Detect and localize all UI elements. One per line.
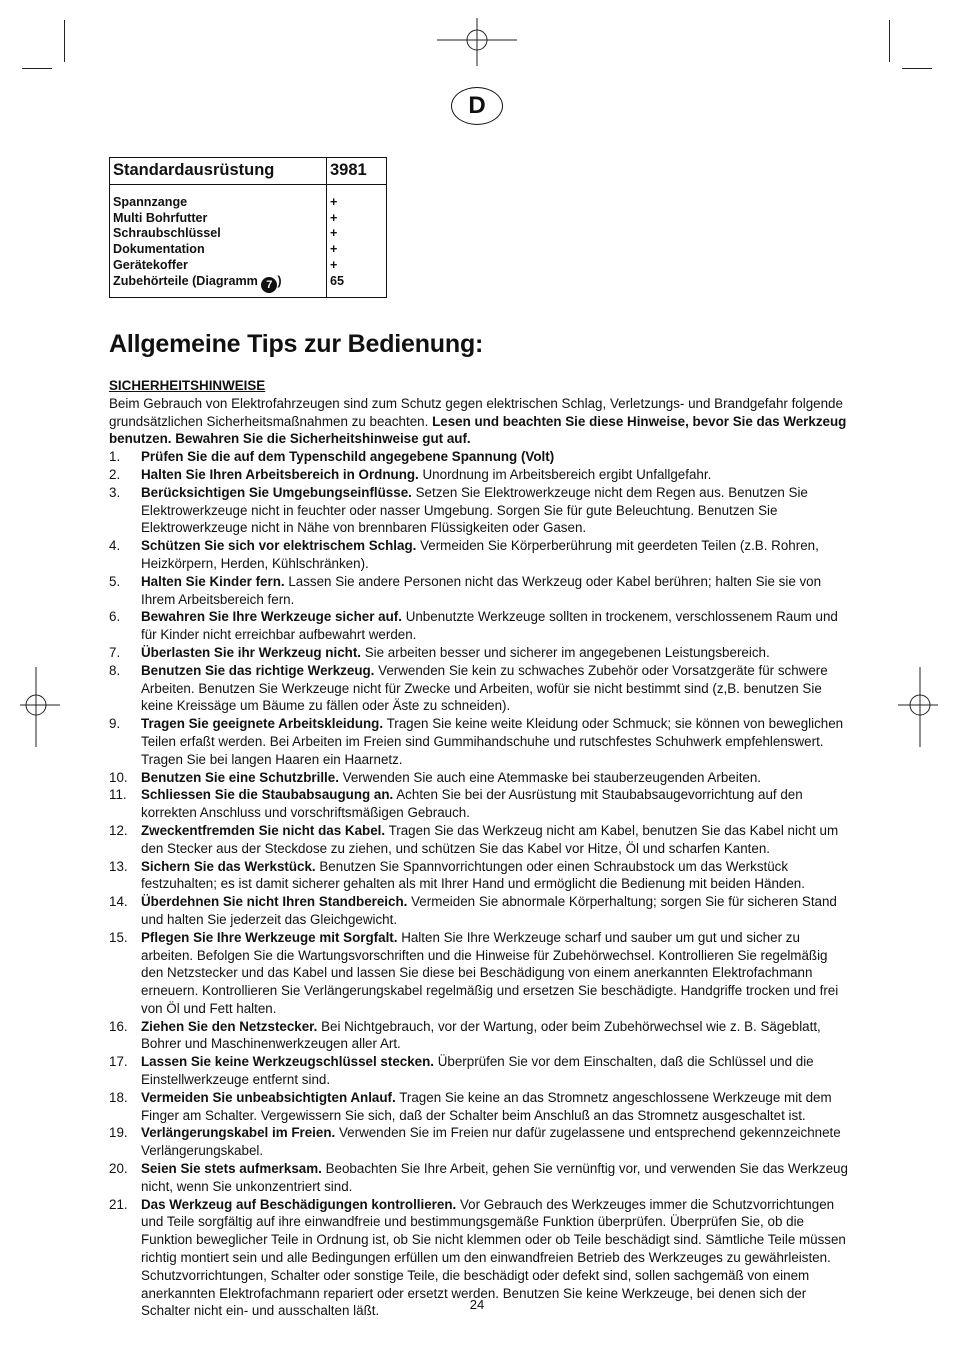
list-item-title: Sichern Sie das Werkstück. xyxy=(141,858,316,874)
list-item-text: Überprüfen Sie vor dem Einschalten, daß die Schlüssel und die Einstellwerkzeuge entfernt sind. xyxy=(141,1054,814,1088)
list-item xyxy=(109,484,851,537)
registration-mark-left-icon xyxy=(20,667,60,747)
list-item-text: Benutzen Sie Spannvorrichtungen oder einen Schraubstock um das Werkstück festzuhalten; es ist damit sicherer gehalten als mit Ihrer Hand und ermöglicht die Bedienung mit beiden Händen. xyxy=(141,858,805,892)
equipment-value: + xyxy=(330,226,338,241)
list-item-title: Verlängerungskabel im Freien. xyxy=(141,1125,336,1141)
list-item-title: Bewahren Sie Ihre Werkzeuge sicher auf. xyxy=(141,609,402,625)
crop-mark-top-right-vertical xyxy=(889,20,890,62)
list-item-number: 20. xyxy=(109,1161,128,1177)
list-item-title: Pflegen Sie Ihre Werkzeuge mit Sorgfalt. xyxy=(141,929,398,945)
equipment-item: Schraubschlüssel xyxy=(113,226,221,241)
list-item-number: 12. xyxy=(109,822,128,838)
list-item xyxy=(109,715,851,768)
list-item-title: Halten Sie Ihren Arbeitsbereich in Ordnung. xyxy=(141,466,419,482)
list-item-number: 10. xyxy=(109,769,128,785)
list-item-text: Achten Sie bei der Ausrüstung mit Staubabsaugevorrichtung auf den korrekten Anschluss und vorschriftsmäßigen Gebrauch. xyxy=(141,787,803,821)
list-item xyxy=(109,662,851,715)
list-item xyxy=(109,1124,851,1160)
equipment-values-cell xyxy=(327,185,387,298)
table-header-row xyxy=(110,158,387,185)
list-item-text: Verwenden Sie auch eine Atemmaske bei stauberzeugenden Arbeiten. xyxy=(338,769,762,785)
equipment-value: + xyxy=(330,257,338,272)
list-item xyxy=(109,786,851,822)
equipment-item: Dokumentation xyxy=(113,242,205,257)
list-item-title: Berücksichtigen Sie Umgebungseinflüsse. xyxy=(141,484,412,500)
list-item-text: Sie arbeiten besser und sicherer im angegebenen Leistungsbereich. xyxy=(361,644,770,660)
list-item-text: Halten Sie Ihre Werkzeuge scharf und sauber um gut und sicher zu arbeiten. Befolgen Sie die Wartungsvorschriften und die Hinweise für Zubehörwechsel. Kontrollieren Sie regelmäßig den Netzstecker und das Kabel und lassen Sie diese bei Beschädigung von einem anerkannten Elektrofachmann erneuern. Kontrollieren Sie Verlängerungskabel regelmäßig und ersetzen Sie beschädigte. Handgriffe trocken und frei von Öl und Fett halten. xyxy=(141,929,839,1016)
list-item xyxy=(109,822,851,858)
intro-text: Beim Gebrauch von Elektrofahrzeugen sind zum Schutz gegen elektrischen Schlag, Verletzungs- und Brandgefahr folgende grundsätzlichen Sicherheitsmaßnahmen zu beachten. xyxy=(109,395,843,429)
registration-mark-top-icon xyxy=(437,18,517,66)
list-item-text: Tragen Sie keine weite Kleidung oder Schmuck; sie können von beweglichen Teilen erfaßt werden. Bei Arbeiten im Freien sind Gummihandschuhe und rutschfestes Schuhwerk empfehlenswert. Tragen Sie bei langen Haaren ein Haarnetz. xyxy=(141,716,844,767)
list-item-number: 16. xyxy=(109,1018,128,1034)
intro-bold-text: Lesen und beachten Sie diese Hinweise, bevor Sie das Werkzeug benutzen. Bewahren Sie die Sicherheitshinweise gut auf. xyxy=(109,413,847,447)
list-item-number: 21. xyxy=(109,1196,128,1212)
list-item xyxy=(109,769,851,787)
list-item-number: 6. xyxy=(109,609,121,625)
list-item-number: 14. xyxy=(109,894,128,910)
list-item-title: Ziehen Sie den Netzstecker. xyxy=(141,1018,318,1034)
section-heading: SICHERHEITSHINWEISE xyxy=(109,378,266,393)
list-item-number: 1. xyxy=(109,449,121,465)
list-item xyxy=(109,1160,851,1196)
list-item-title: Prüfen Sie die auf dem Typenschild angegebene Spannung (Volt) xyxy=(141,449,555,465)
table-header-model: 3981 xyxy=(327,158,387,185)
list-item-title: Das Werkzeug auf Beschädigungen kontrollieren. xyxy=(141,1196,457,1212)
list-item-text: Unordnung im Arbeitsbereich ergibt Unfallgefahr. xyxy=(418,466,712,482)
list-item-text: Tragen Sie das Werkzeug nicht am Kabel, benutzen Sie das Kabel nicht um den Stecker aus der Steckdose zu ziehen, und schützen Sie das Kabel vor Hitze, Öl und scharfen Kanten. xyxy=(141,822,839,856)
list-item-number: 9. xyxy=(109,716,121,732)
list-item-number: 15. xyxy=(109,929,128,945)
safety-rules-list xyxy=(109,448,851,1320)
equipment-item: Gerätekoffer xyxy=(113,257,188,272)
language-badge: D xyxy=(451,87,503,125)
list-item-number: 19. xyxy=(109,1125,128,1141)
list-item-number: 4. xyxy=(109,538,121,554)
list-item-title: Halten Sie Kinder fern. xyxy=(141,573,285,589)
list-item-title: Lassen Sie keine Werkzeugschlüssel stecken. xyxy=(141,1054,435,1070)
list-item-title: Zweckentfremden Sie nicht das Kabel. xyxy=(141,822,386,838)
crop-mark-top-left-vertical xyxy=(64,20,65,62)
crop-mark-top-right-horizontal xyxy=(902,68,932,69)
equipment-item-label: Zubehörteile (Diagramm xyxy=(113,273,258,288)
equipment-item: Multi Bohrfutter xyxy=(113,210,208,225)
list-item-number: 11. xyxy=(109,787,127,803)
list-item-number: 2. xyxy=(109,466,121,482)
table-header-label: Standardausrüstung xyxy=(110,158,327,185)
list-item-number: 18. xyxy=(109,1089,128,1105)
list-item xyxy=(109,1018,851,1054)
list-item-text: Setzen Sie Elektrowerkzeuge nicht dem Regen aus. Benutzen Sie Elektrowerkzeuge nicht in feuchter oder nasser Umgebung. Sorgen Sie für gute Beleuchtung. Benutzen Sie Elektrowerkzeuge nicht in Nähe von brennbaren Flüssigkeiten oder Gasen. xyxy=(141,484,808,536)
crop-mark-top-left-horizontal xyxy=(22,68,52,69)
list-item xyxy=(109,644,851,662)
list-item-title: Überdehnen Sie nicht Ihren Standbereich. xyxy=(141,894,408,910)
list-item xyxy=(109,893,851,929)
list-item-number: 13. xyxy=(109,858,128,874)
equipment-item-accessories xyxy=(113,274,323,293)
list-item-title: Benutzen Sie das richtige Werkzeug. xyxy=(141,662,375,678)
list-item-title: Überlasten Sie ihr Werkzeug nicht. xyxy=(141,644,362,660)
list-item-title: Schützen Sie sich vor elektrischem Schlag. xyxy=(141,538,417,554)
list-item-number: 3. xyxy=(109,484,121,500)
list-item-text: Lassen Sie andere Personen nicht das Werkzeug oder Kabel berühren; halten Sie sie von Ihrem Arbeitsbereich fern. xyxy=(141,573,822,607)
equipment-items-cell xyxy=(110,185,327,298)
registration-mark-right-icon xyxy=(898,667,938,747)
list-item-text: Verwenden Sie kein zu schwaches Zubehör oder Vorsatzgeräte für schwere Arbeiten. Benutzen Sie Werkzeuge nicht für Zwecke und Arbeiten, wofür sie nicht bestimmt sind (z,B. benutzen Sie keine Kreissäge um Bäume zu fällen oder Äste zu schneiden). xyxy=(141,662,828,714)
list-item-text: Vor Gebrauch des Werkzeuges immer die Schutzvorrichtungen und Teile sorgfältig auf ihre einwandfreie und bestimmungsgemäße Funktion überprüfen. Überprüfen Sie, ob die Funktion beweglicher Teile in Ordnung ist, ob Sie nicht klemmen oder ob Teile beschädigt sind. Sämtliche Teile müssen richtig montiert sein und alle Bedingungen erfüllen um den einwandfreien Betrieb des Werkzeuges zu gewährleisten. Schutzvorrichtungen, Schalter oder sonstige Teile, die beschädigt oder defekt sind, sollen sachgemäß von einem anerkannten Elektrofachmann repariert oder ersetzt werden. Benutzen Sie keine Werkzeuge, bei denen sich der Schalter nicht ein- und ausschalten läßt. xyxy=(141,1196,846,1319)
list-item xyxy=(109,466,851,484)
diagram-number-badge: 7 xyxy=(261,277,277,293)
list-item xyxy=(109,573,851,609)
equipment-value: + xyxy=(330,242,338,257)
page-number: 24 xyxy=(469,1297,485,1312)
safety-section xyxy=(109,377,851,1320)
equipment-value: + xyxy=(330,210,338,225)
equipment-value: 65 xyxy=(330,273,345,288)
list-item-number: 17. xyxy=(109,1054,128,1070)
list-item-number: 5. xyxy=(109,573,121,589)
equipment-value: + xyxy=(330,195,338,209)
list-item-title: Vermeiden Sie unbeabsichtigten Anlauf. xyxy=(141,1089,396,1105)
list-item-text: Beobachten Sie Ihre Arbeit, gehen Sie vernünftig vor, und verwenden Sie das Werkzeug nicht, wenn Sie unkonzentriert sind. xyxy=(141,1161,848,1194)
list-item-text: Unbenutzte Werkzeuge sollten in trockenem, verschlossenem Raum und für Kinder nicht erreichbar aufbewahrt werden. xyxy=(141,609,838,643)
list-item xyxy=(109,1089,851,1125)
list-item-number: 8. xyxy=(109,662,121,678)
list-item xyxy=(109,858,851,894)
list-item-title: Schliessen Sie die Staubabsaugung an. xyxy=(141,787,394,803)
list-item-text: Vermeiden Sie abnormale Körperhaltung; sorgen Sie für sicheren Stand und halten Sie jederzeit das Gleichgewicht. xyxy=(141,894,837,927)
list-item xyxy=(109,448,851,466)
equipment-item: Spannzange xyxy=(113,195,188,209)
list-item xyxy=(109,929,851,1018)
list-item xyxy=(109,608,851,644)
list-item-text: Bei Nichtgebrauch, vor der Wartung, oder beim Zubehörwechsel wie z. B. Sägeblatt, Bohrer und Maschinenwerkzeugen aller Art. xyxy=(141,1018,821,1052)
list-item-number: 7. xyxy=(109,644,121,660)
intro-paragraph xyxy=(109,395,851,448)
diagram-close-paren: ) xyxy=(277,273,282,288)
list-item-title: Tragen Sie geeignete Arbeitskleidung. xyxy=(141,716,384,732)
list-item xyxy=(109,537,851,573)
table-body-row xyxy=(110,185,387,298)
list-item xyxy=(109,1053,851,1089)
list-item-title: Benutzen Sie eine Schutzbrille. xyxy=(141,769,339,785)
list-item-title: Seien Sie stets aufmerksam. xyxy=(141,1161,322,1177)
list-item-text: Vermeiden Sie Körperberührung mit geerdeten Teilen (z.B. Rohren, Heizkörpern, Herden, Kühlschränken). xyxy=(141,538,819,571)
list-item-text: Verwenden Sie im Freien nur dafür zugelassene und entsprechend gekennzeichnete Verlängerungskabel. xyxy=(141,1125,841,1159)
standard-equipment-table xyxy=(109,157,387,298)
list-item-text: Tragen Sie keine an das Stromnetz angeschlossene Werkzeuge mit dem Finger am Schalter. Vergewissern Sie sich, daß der Schalter beim Anschluß an das Stromnetz ausgeschaltet ist. xyxy=(141,1089,832,1123)
page-title: Allgemeine Tips zur Bedienung: xyxy=(109,330,484,358)
